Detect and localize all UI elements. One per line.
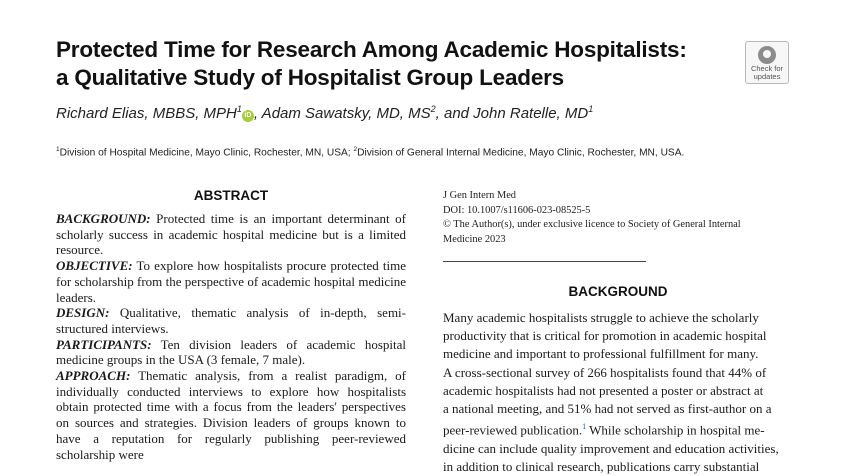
affil-2-marker: 2 xyxy=(353,146,358,153)
section-text: Protected time is an important determinant of scholarly success in academic hospital medicine but is a limited resource. xyxy=(56,211,406,258)
section-label: APPROACH: xyxy=(56,368,131,384)
section-label: OBJECTIVE: xyxy=(56,258,133,274)
body-line xyxy=(443,418,793,440)
background-body xyxy=(443,309,793,476)
body-line: academic hospitalists had not presented a poster or abstract at xyxy=(443,382,764,398)
copyright-line-2: Medicine 2023 xyxy=(443,233,506,245)
abstract-approach xyxy=(56,368,406,462)
article-title xyxy=(56,36,756,92)
abstract-body xyxy=(56,211,406,462)
abstract-background xyxy=(56,211,406,258)
author-2-affil: 2 xyxy=(430,104,436,114)
section-text: To explore how hospitalists procure protected time for scholarship from the perspective of academic hospital medicine leaders. xyxy=(56,258,406,305)
author-list xyxy=(56,104,593,122)
author-2: , Adam Sawatsky, MD, MS xyxy=(253,105,431,122)
body-line: in addition to clinical research, publications carry substantial xyxy=(443,458,760,474)
body-line: A cross-sectional survey of 266 hospitalists found that 44% of xyxy=(443,364,767,380)
body-line: productivity that is critical for promotion in academic hospital xyxy=(443,328,767,344)
body-line: Many academic hospitalists struggle to achieve the scholarly xyxy=(443,310,759,325)
badge-line-2: updates xyxy=(753,72,781,81)
body-line: medicine and important to professional fulfillment for many. xyxy=(443,346,759,362)
section-text: Qualitative, thematic analysis of in-depth, semi-structured interviews. xyxy=(56,305,406,336)
abstract-objective xyxy=(56,258,406,305)
section-label: PARTICIPANTS: xyxy=(56,336,152,352)
body-text: peer-reviewed publication. xyxy=(443,422,583,438)
body-text: While scholarship in hospital me- xyxy=(586,422,765,438)
title-line-1: Protected Time for Research Among Academic Hospitalists: xyxy=(56,37,687,62)
body-line: a national meeting, and 51% had not served as first-author on a xyxy=(443,401,772,417)
doi-link[interactable]: DOI: 10.1007/s11606-023-08525-5 xyxy=(443,204,591,216)
divider xyxy=(443,261,646,262)
section-label: DESIGN: xyxy=(56,305,110,321)
orcid-icon[interactable]: iD xyxy=(242,110,254,122)
section-text: Thematic analysis, from a realist paradigm, of individually conducted interviews to explore how hospitalists obtain protected time with a focus from the leaders' perspectives on sources and strategies. Division leaders of groups known to have a reputation for regularly publishing peer-reviewed scholarship were xyxy=(56,368,406,462)
abstract-design xyxy=(56,305,406,336)
section-text: Ten division leaders of academic hospital medicine groups in the USA (3 female, 7 male). xyxy=(56,336,406,368)
author-1-affil: 1 xyxy=(236,104,242,114)
affiliations xyxy=(56,146,684,158)
check-for-updates-button[interactable] xyxy=(745,41,789,84)
journal-name: J Gen Intern Med xyxy=(443,190,517,201)
article-metadata xyxy=(443,189,803,247)
body-line: dicine can include quality improvement and education activities, xyxy=(443,440,779,456)
crossmark-icon xyxy=(758,46,776,64)
affil-1-marker: 1 xyxy=(56,146,60,153)
section-label: BACKGROUND: xyxy=(56,211,151,226)
badge-line-1: Check for xyxy=(750,64,784,73)
affil-1: Division of Hospital Medicine, Mayo Clinic, Rochester, MN, USA; xyxy=(59,147,354,159)
author-3-affil: 1 xyxy=(588,104,594,114)
title-line-2: a Qualitative Study of Hospitalist Group Leaders xyxy=(56,65,564,90)
affil-2: Division of General Internal Medicine, Mayo Clinic, Rochester, MN, USA. xyxy=(357,147,685,159)
abstract-heading: ABSTRACT xyxy=(193,188,269,203)
author-3: , and John Ratelle, MD xyxy=(435,105,589,122)
abstract-participants xyxy=(56,337,406,368)
copyright-line-1: © The Author(s), under exclusive licence to Society of General Internal xyxy=(443,219,741,231)
citation-link[interactable]: 1 xyxy=(582,422,587,432)
background-heading: BACKGROUND xyxy=(568,284,668,299)
author-1: Richard Elias, MBBS, MPH xyxy=(56,105,237,122)
